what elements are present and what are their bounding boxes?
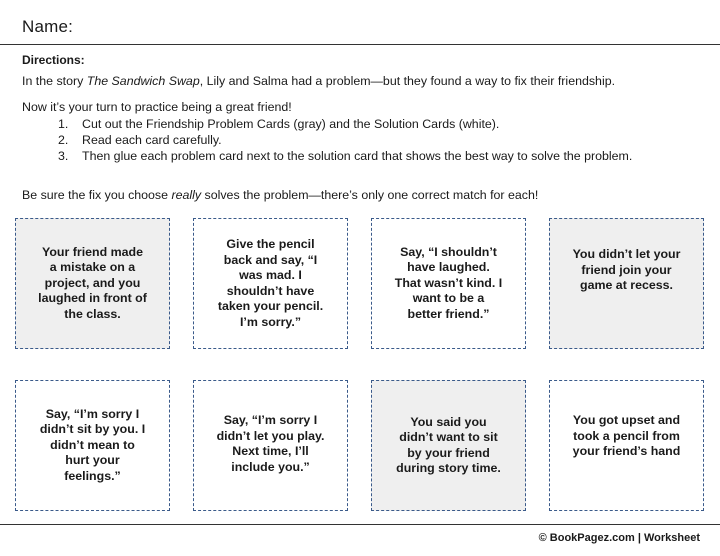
solution-card[interactable]: [193, 218, 348, 349]
now-text: Now it’s your turn to practice being a great friend!: [22, 100, 292, 114]
card-text: Your friend made a mistake on a project, and you laughed in front of the class.: [38, 244, 147, 321]
directions-title: Directions:: [22, 53, 85, 67]
card-text: Say, “I’m sorry I didn’t let you play. Next time, I’ll include you.”: [216, 413, 325, 474]
closing-text: [22, 188, 538, 202]
problem-card[interactable]: [15, 218, 170, 349]
name-row: [22, 17, 73, 37]
step-number: 3.: [58, 149, 69, 163]
step-text: Cut out the Friendship Problem Cards (gray) and the Solution Cards (white).: [82, 117, 500, 131]
solution-card[interactable]: [371, 218, 526, 349]
solution-card[interactable]: [193, 380, 348, 511]
intro-after: , Lily and Salma had a problem—but they found a way to fix their friendship.: [199, 74, 616, 88]
problem-card[interactable]: [549, 380, 704, 511]
card-text: Say, “I shouldn’t have laughed. That wasn’t kind. I want to be a better friend.”: [394, 244, 503, 321]
card-text: Say, “I’m sorry I didn’t sit by you. I didn’t mean to hurt your feelings.”: [39, 406, 146, 483]
step-text: Read each card carefully.: [82, 133, 222, 147]
step-text: Then glue each problem card next to the solution card that shows the best way to solve the problem.: [82, 149, 633, 163]
bottom-divider: [0, 524, 720, 525]
card-text: Give the pencil back and say, “I was mad. I shouldn’t have taken your pencil. I’m sorry.”: [217, 237, 324, 329]
steps-list: [58, 116, 678, 164]
problem-card[interactable]: [549, 218, 704, 349]
problem-card[interactable]: [371, 380, 526, 511]
step-item: [58, 132, 678, 148]
card-text: You said you didn’t want to sit by your friend during story time.: [396, 414, 501, 475]
solution-card[interactable]: [15, 380, 170, 511]
card-text: You got upset and took a pencil from your friend’s hand: [572, 413, 681, 458]
intro-text: [22, 74, 615, 88]
step-number: 1.: [58, 117, 69, 131]
closing-after: solves the problem—there’s only one correct match for each!: [201, 188, 539, 202]
step-item: [58, 116, 678, 132]
closing-before: Be sure the fix you choose: [22, 188, 172, 202]
top-divider: [0, 44, 720, 45]
name-label: Name:: [22, 17, 74, 36]
intro-before: In the story: [22, 74, 87, 88]
closing-emphasis: really: [171, 188, 202, 202]
step-number: 2.: [58, 133, 69, 147]
card-text: You didn’t let your friend join your game at recess.: [572, 247, 681, 292]
footer-credit: © BookPagez.com | Worksheet: [538, 532, 700, 544]
step-item: [58, 148, 678, 164]
book-title: The Sandwich Swap: [86, 74, 200, 88]
